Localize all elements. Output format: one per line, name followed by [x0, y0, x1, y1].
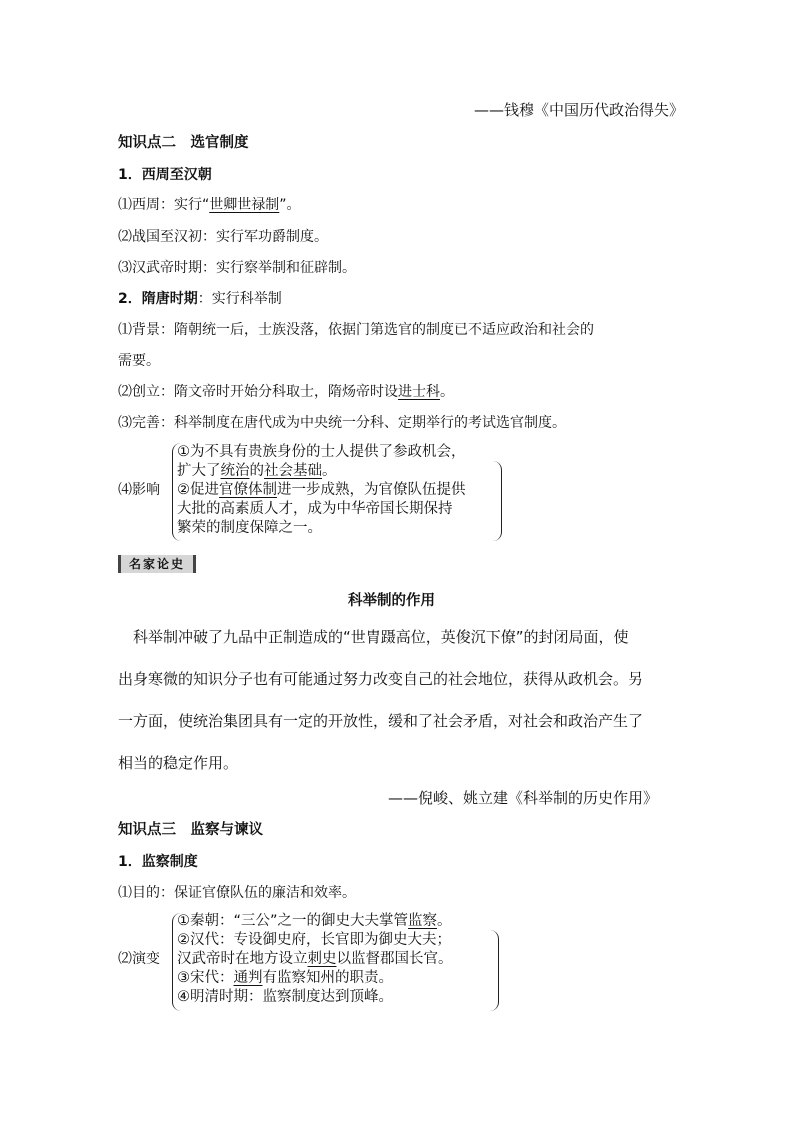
quote-source-qian-mu: ——钱穆《中国历代政治得失》	[474, 101, 685, 119]
impact-line-3	[177, 483, 466, 498]
term-social-basis: 社会基础	[264, 463, 322, 479]
item-perfection: ⑶完善：科举制度在唐代成为中央统一分科、定期举行的考试选官制度。	[118, 415, 566, 431]
background-line-1: ⑴背景：隋朝统一后，士族没落，依据门第选官的制度已不适应政治和社会的	[118, 322, 594, 338]
subheading-sui-tang-bold: 2．隋唐时期	[118, 291, 198, 307]
essay-source: ——倪峻、姚立建《科举制的历史作用》	[388, 789, 659, 807]
impact-line-2a: 扩大了	[177, 463, 221, 479]
evolution-right-brace	[490, 930, 499, 1011]
item-xizhou-suffix: ”。	[279, 197, 301, 213]
impact-right-brace	[493, 461, 502, 541]
impact-line-2e: 。	[322, 463, 337, 479]
impact-line-2	[177, 464, 337, 479]
background-line-2: 需要。	[118, 353, 160, 369]
impact-line-1: ①为不具有贵族身份的士人提供了参政机会，	[177, 444, 466, 460]
term-jiancha: 监察	[408, 913, 438, 929]
essay-line-4: 相当的稳定作用。	[118, 754, 239, 772]
section-heading-knowledge-2: 知识点二 选官制度	[118, 135, 249, 151]
section-heading-knowledge-3: 知识点三 监察与谏议	[118, 822, 263, 838]
item-warring-states: ⑵战国至汉初：实行军功爵制度。	[118, 229, 328, 245]
impact-line-3a: ②促进	[177, 482, 219, 498]
evolution-line-1	[177, 914, 452, 929]
item-xizhou	[118, 198, 301, 212]
impact-line-2c: 的	[249, 463, 264, 479]
impact-line-5: 繁荣的制度保障之一。	[177, 520, 322, 536]
evolution-line-3a: 汉武帝时在地方设立	[177, 951, 308, 967]
creation-prefix: ⑵创立：隋文帝时开始分科取士，隋炀帝时设	[118, 384, 398, 400]
term-shiqing-shilu: 世卿世禄制	[209, 197, 280, 213]
term-jinshi-ke: 进士科	[398, 384, 440, 400]
evolution-line-3c: 以监督郡国长官。	[336, 951, 453, 967]
impact-line-4: 大批的高素质人才，成为中华帝国长期保持	[177, 501, 453, 517]
essay-line-3: 一方面，使统治集团具有一定的开放性，缓和了社会矛盾，对社会和政治产生了	[118, 712, 644, 730]
essay-line-2: 出身寒微的知识分子也有可能通过努力改变自己的社会地位，获得从政机会。另	[118, 670, 644, 688]
evolution-line-1c: 。	[437, 913, 452, 929]
evolution-line-4a: ③宋代：	[177, 970, 234, 986]
subheading-supervision: 1．监察制度	[118, 854, 198, 870]
item-creation	[118, 385, 454, 399]
impact-label: ⑷影响	[118, 482, 160, 498]
evolution-line-4	[177, 971, 393, 986]
creation-suffix: 。	[440, 384, 454, 400]
evolution-line-4c: 有监察知州的职责。	[262, 970, 393, 986]
evolution-label: ⑵演变	[118, 951, 160, 967]
evolution-line-3	[177, 952, 453, 967]
evolution-line-1a: ①秦朝：“三公”之一的御史大夫掌管	[177, 913, 409, 929]
subheading-xizhou-to-han: 1．西周至汉朝	[118, 167, 212, 183]
item-xizhou-prefix: ⑴西周：实行“	[118, 197, 210, 213]
impact-line-3c: 进一步成熟，为官僚队伍提供	[277, 482, 466, 498]
evolution-line-5: ④明清时期：监察制度达到顶峰。	[177, 989, 393, 1005]
term-bureaucracy: 官僚体制	[219, 482, 277, 498]
essay-line-1: 科举制冲破了九品中正制造成的“世胄蹑高位，英俊沉下僚”的封闭局面，使	[118, 628, 629, 646]
term-tongpan: 通判	[233, 970, 263, 986]
subheading-sui-tang	[118, 292, 282, 306]
term-cishi: 刺史	[307, 951, 337, 967]
subheading-sui-tang-rest: ：实行科举制	[197, 291, 282, 307]
term-tongzhi: 统治	[220, 463, 250, 479]
famous-scholars-tag: 名家论史	[118, 555, 196, 573]
item-purpose: ⑴目的：保证官僚队伍的廉洁和效率。	[118, 885, 356, 901]
essay-title: 科举制的作用	[348, 593, 435, 609]
evolution-line-2: ②汉代：专设御史府，长官即为御史大夫；	[177, 932, 451, 948]
item-han-wudi: ⑶汉武帝时期：实行察举制和征辟制。	[118, 260, 356, 276]
